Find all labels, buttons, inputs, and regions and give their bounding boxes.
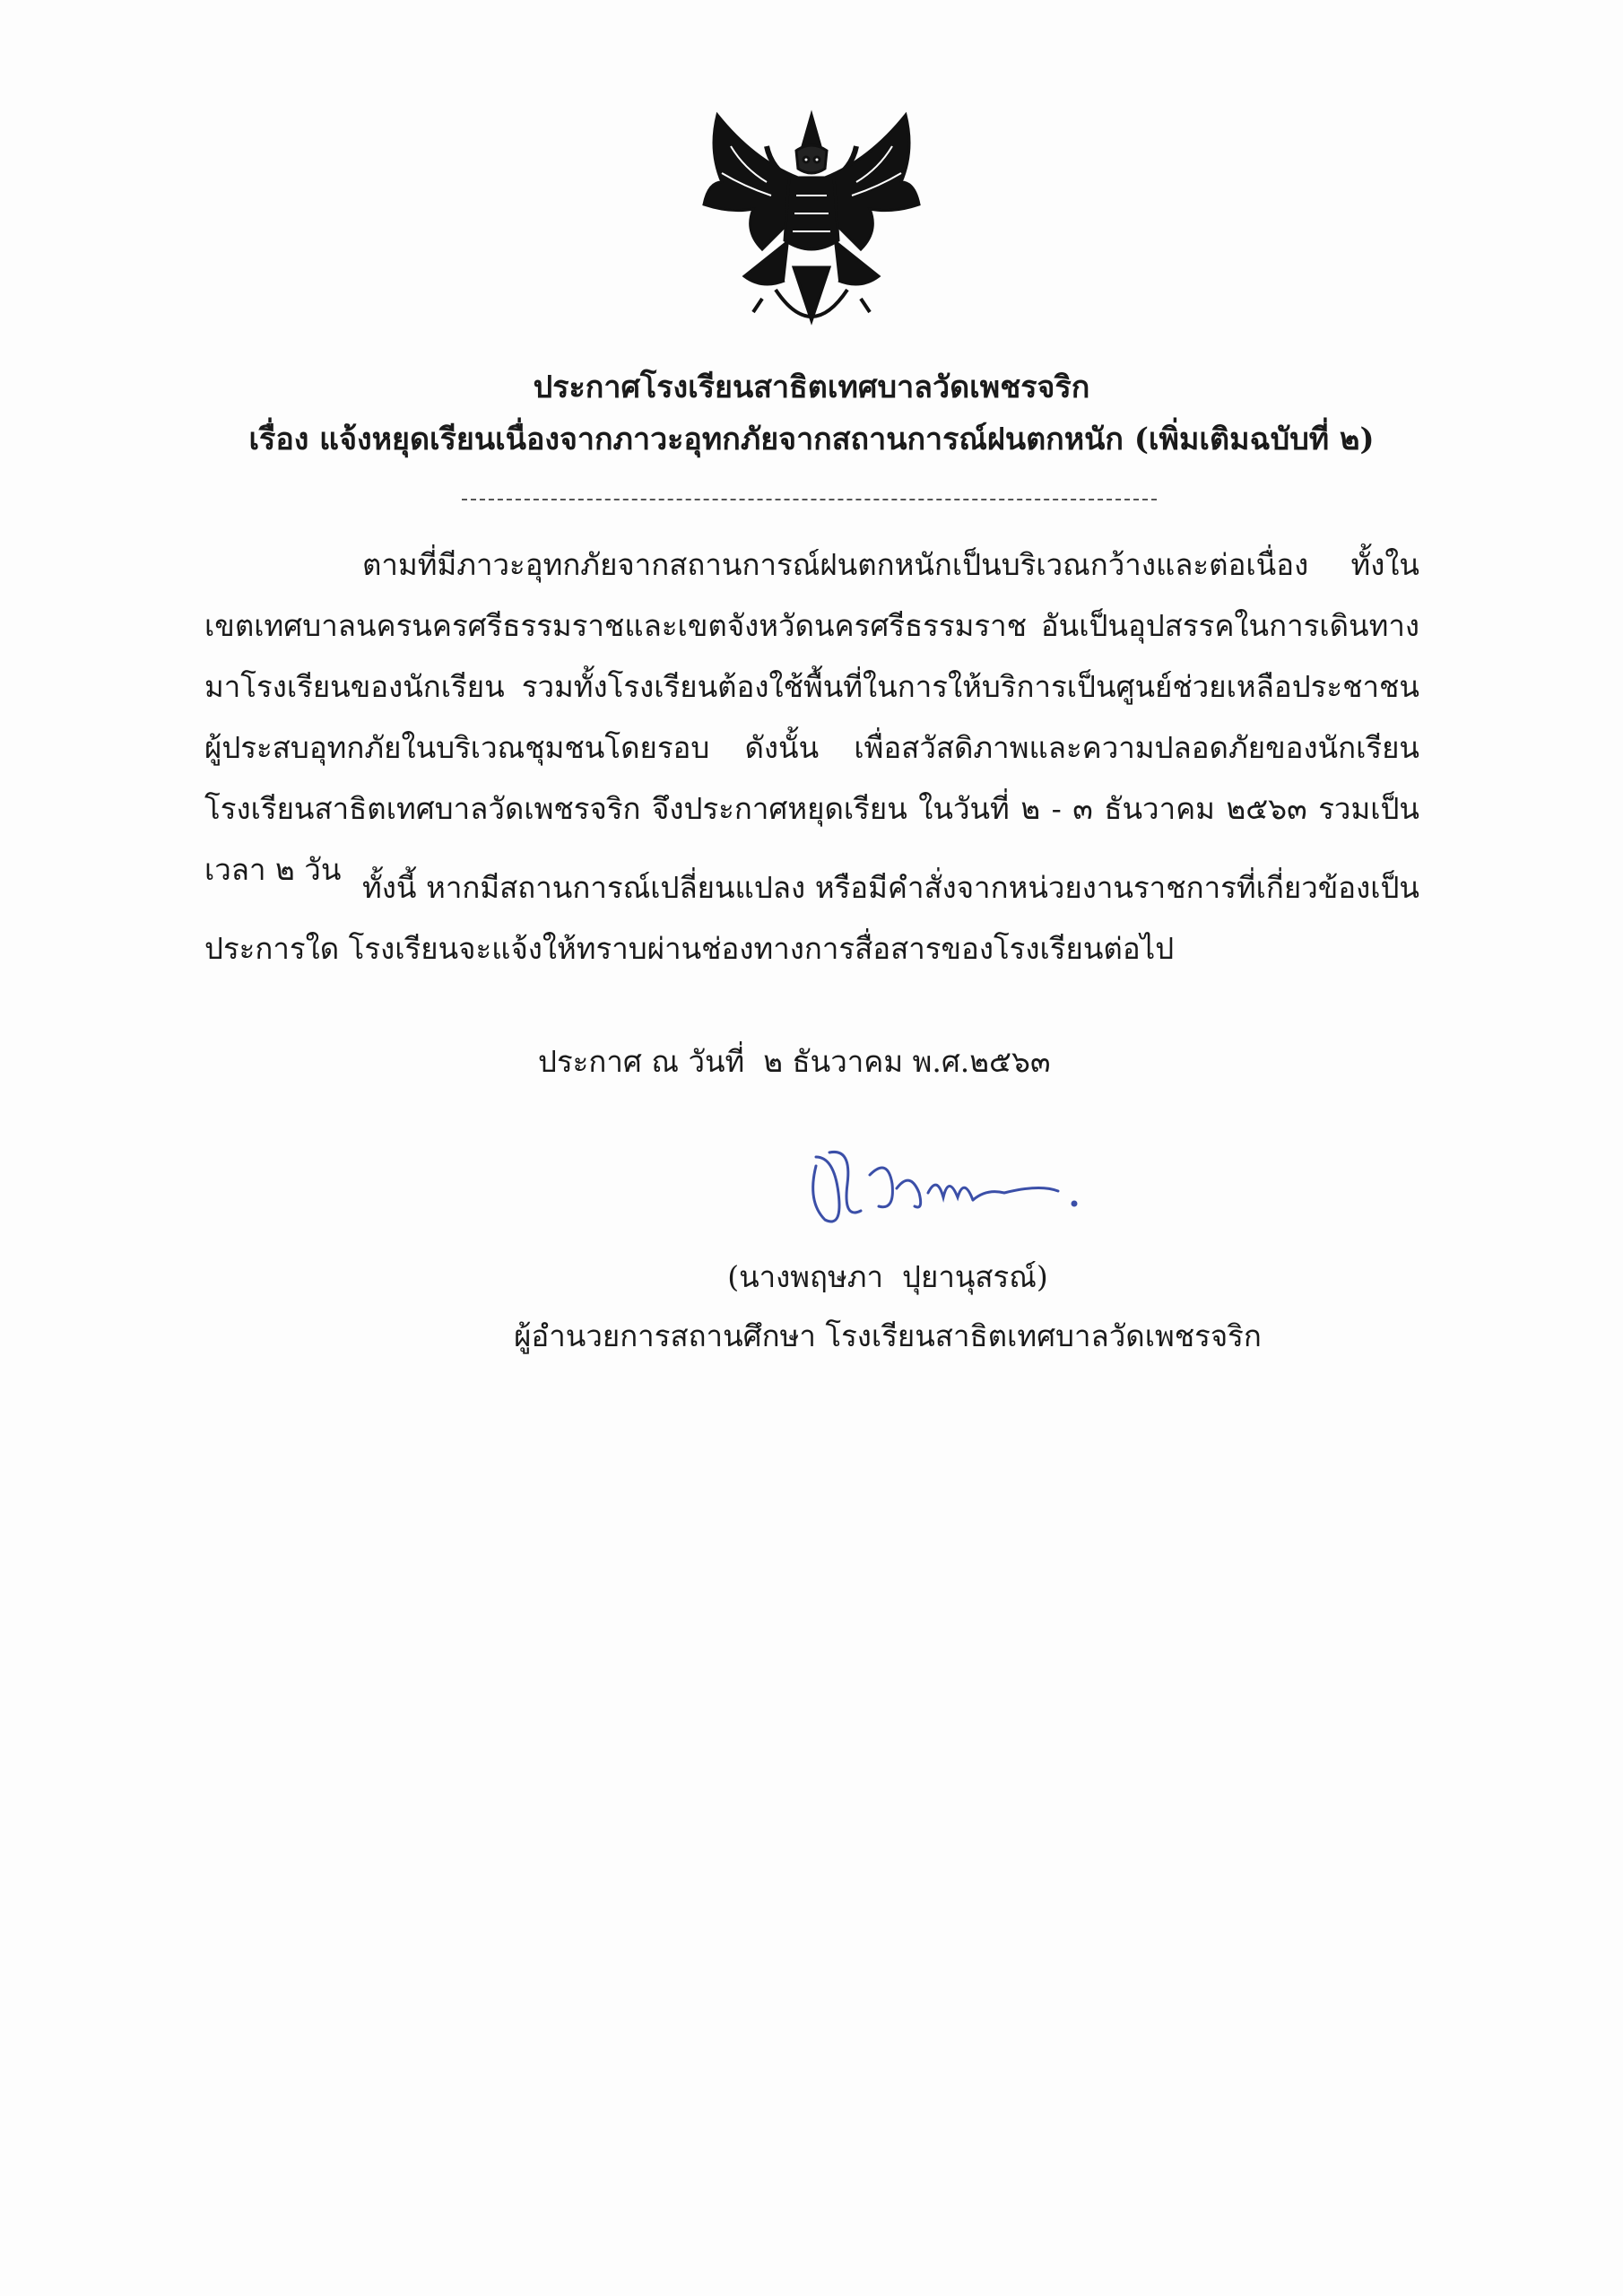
signature-icon [789,1121,1112,1247]
garuda-emblem-icon [681,97,942,357]
announcement-date: ประกาศ ณ วันที่ ๒ ธันวาคม พ.ศ.๒๕๖๓ [538,1044,1051,1079]
signer-position: ผู้อำนวยการสถานศึกษา โรงเรียนสาธิตเทศบาลวัดเพชรจริก [514,1318,1262,1353]
announcement-title: ประกาศโรงเรียนสาธิตเทศบาลวัดเพชรจริก [533,370,1090,405]
signer-name: (นางพฤษภา ปุยานุสรณ์) [727,1259,1048,1294]
body-paragraph-1: ตามที่มีภาวะอุทกภัยจากสถานการณ์ฝนตกหนักเป็นบริเวณกว้างและต่อเนื่อง ทั้งในเขตเทศบาลนครนครศรีธรรมราชและเขตจังหวัดนครศรีธรรมราช อันเป็นอุปสรรคในการเดินทางมาโรงเรียนของนักเรียน รวมทั้งโรงเรียนต้องใช้พื้นที่ในการให้บริการเป็นศูนย์ช่วยเหลือประชาชนผู้ประสบอุทกภัยในบริเวณชุมชนโดยรอบ ดังนั้น เพื่อสวัสดิภาพและความปลอดภัยของนักเรียน โรงเรียนสาธิตเทศบาลวัดเพชรจริก จึงประกาศหยุดเรียน ในวันที่ ๒ - ๓ ธันวาคม ๒๕๖๓ รวมเป็นเวลา ๒ วัน [204,547,1419,887]
divider [462,499,1157,500]
announcement-subject: เรื่อง แจ้งหยุดเรียนเนื่องจากภาวะอุทกภัยจากสถานการณ์ฝนตกหนัก (เพิ่มเติมฉบับที่ ๒) [248,422,1375,457]
body-paragraph-2: ทั้งนี้ หากมีสถานการณ์เปลี่ยนแปลง หรือมีคำสั่งจากหน่วยงานราชการที่เกี่ยวข้องเป็นประการใด โรงเรียนจะแจ้งให้ทราบผ่านช่องทางการสื่อสารของโรงเรียนต่อไป [204,870,1419,966]
